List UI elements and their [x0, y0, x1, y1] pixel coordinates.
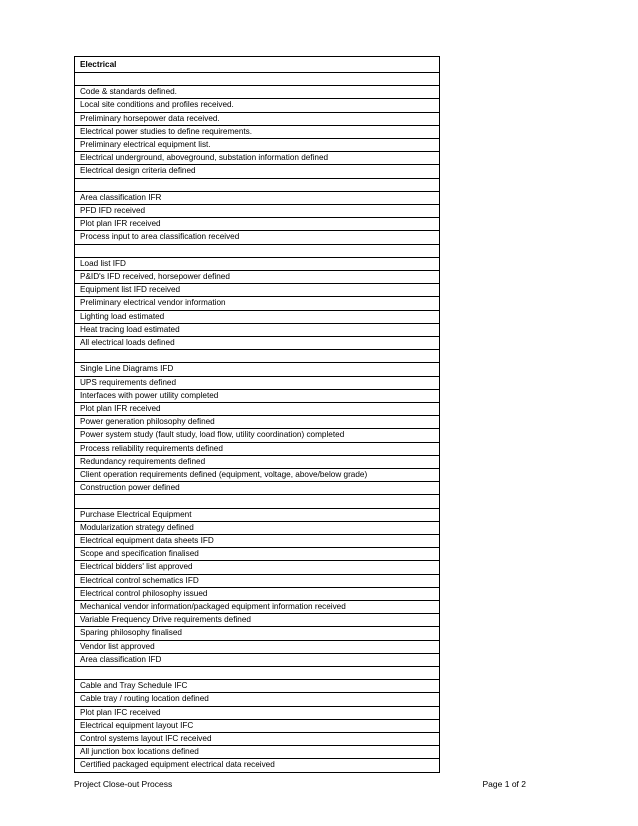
checklist-row [75, 706, 440, 719]
checklist-row [75, 218, 440, 231]
checklist-row [75, 535, 440, 548]
checklist-item: Process reliability requirements defined [75, 442, 440, 455]
checklist-row [75, 165, 440, 178]
checklist-item: Plot plan IFR received [75, 218, 440, 231]
checklist-item [75, 350, 440, 363]
checklist-row [75, 376, 440, 389]
checklist-item: Mechanical vendor information/packaged equipment information received [75, 601, 440, 614]
checklist-item: Process input to area classification received [75, 231, 440, 244]
checklist-row [75, 191, 440, 204]
footer-document-title: Project Close-out Process [74, 779, 173, 789]
blank-row [75, 350, 440, 363]
checklist-row [75, 521, 440, 534]
checklist-row [75, 152, 440, 165]
checklist-row [75, 561, 440, 574]
blank-row [75, 73, 440, 86]
checklist-row [75, 86, 440, 99]
checklist-row [75, 601, 440, 614]
checklist-item: Electrical underground, aboveground, substation information defined [75, 152, 440, 165]
checklist-item: Electrical control philosophy issued [75, 587, 440, 600]
checklist-item: Load list IFD [75, 257, 440, 270]
checklist-row [75, 297, 440, 310]
checklist-item: Plot plan IFR received [75, 403, 440, 416]
blank-row [75, 495, 440, 508]
checklist-item: Electrical design criteria defined [75, 165, 440, 178]
checklist-row [75, 442, 440, 455]
blank-row [75, 244, 440, 257]
checklist-item: Single Line Diagrams IFD [75, 363, 440, 376]
checklist-item: Electrical equipment data sheets IFD [75, 535, 440, 548]
checklist-row [75, 139, 440, 152]
electrical-checklist-table [74, 56, 440, 773]
checklist-item: Power system study (fault study, load flow, utility coordination) completed [75, 429, 440, 442]
checklist-item: Client operation requirements defined (equipment, voltage, above/below grade) [75, 469, 440, 482]
checklist-item: Modularization strategy defined [75, 521, 440, 534]
checklist-item: UPS requirements defined [75, 376, 440, 389]
checklist-row [75, 310, 440, 323]
checklist-item: Cable and Tray Schedule IFC [75, 680, 440, 693]
footer-page-number: Page 1 of 2 [482, 779, 526, 789]
checklist-item: Interfaces with power utility completed [75, 389, 440, 402]
checklist-row [75, 653, 440, 666]
checklist-item [75, 495, 440, 508]
checklist-row [75, 587, 440, 600]
checklist-row [75, 99, 440, 112]
checklist-row [75, 205, 440, 218]
checklist-row [75, 482, 440, 495]
checklist-item: PFD IFD received [75, 205, 440, 218]
checklist-row [75, 363, 440, 376]
checklist-row [75, 257, 440, 270]
checklist-item [75, 73, 440, 86]
checklist-body [75, 57, 440, 773]
section-title: Electrical [75, 57, 440, 73]
checklist-row [75, 640, 440, 653]
checklist-item: Redundancy requirements defined [75, 455, 440, 468]
blank-row [75, 667, 440, 680]
checklist-item: Electrical control schematics IFD [75, 574, 440, 587]
checklist-item: Control systems layout IFC received [75, 733, 440, 746]
checklist-row [75, 323, 440, 336]
checklist-item: All junction box locations defined [75, 746, 440, 759]
checklist-item: Electrical bidders' list approved [75, 561, 440, 574]
checklist-item: All electrical loads defined [75, 337, 440, 350]
checklist-item: Local site conditions and profiles received. [75, 99, 440, 112]
checklist-row [75, 759, 440, 772]
checklist-row [75, 231, 440, 244]
checklist-row [75, 389, 440, 402]
checklist-row [75, 508, 440, 521]
checklist-row [75, 680, 440, 693]
checklist-item: Certified packaged equipment electrical data received [75, 759, 440, 772]
checklist-row [75, 416, 440, 429]
checklist-item: Preliminary electrical equipment list. [75, 139, 440, 152]
checklist-item: Area classification IFR [75, 191, 440, 204]
checklist-row [75, 455, 440, 468]
checklist-item: Electrical power studies to define requirements. [75, 125, 440, 138]
checklist-item: Variable Frequency Drive requirements defined [75, 614, 440, 627]
checklist-item [75, 244, 440, 257]
section-heading-row [75, 57, 440, 73]
checklist-item: Lighting load estimated [75, 310, 440, 323]
checklist-item: Construction power defined [75, 482, 440, 495]
checklist-item: Cable tray / routing location defined [75, 693, 440, 706]
checklist-item [75, 667, 440, 680]
checklist-item: Electrical equipment layout IFC [75, 719, 440, 732]
checklist-item: Preliminary electrical vendor information [75, 297, 440, 310]
checklist-row [75, 627, 440, 640]
checklist-row [75, 284, 440, 297]
checklist-row [75, 548, 440, 561]
checklist-item: Vendor list approved [75, 640, 440, 653]
checklist-item: Area classification IFD [75, 653, 440, 666]
checklist-row [75, 733, 440, 746]
checklist-item: Preliminary horsepower data received. [75, 112, 440, 125]
checklist-row [75, 719, 440, 732]
checklist-row [75, 469, 440, 482]
checklist-row [75, 112, 440, 125]
checklist-row [75, 337, 440, 350]
checklist-item: Plot plan IFC received [75, 706, 440, 719]
checklist-row [75, 403, 440, 416]
blank-row [75, 178, 440, 191]
checklist-row [75, 614, 440, 627]
checklist-row [75, 429, 440, 442]
checklist-row [75, 693, 440, 706]
checklist-item: Power generation philosophy defined [75, 416, 440, 429]
checklist-item: Equipment list IFD received [75, 284, 440, 297]
checklist-item: P&ID's IFD received, horsepower defined [75, 271, 440, 284]
checklist-item: Purchase Electrical Equipment [75, 508, 440, 521]
checklist-row [75, 271, 440, 284]
checklist-item: Code & standards defined. [75, 86, 440, 99]
checklist-row [75, 125, 440, 138]
checklist-item [75, 178, 440, 191]
checklist-item: Heat tracing load estimated [75, 323, 440, 336]
checklist-row [75, 746, 440, 759]
checklist-row [75, 574, 440, 587]
checklist-item: Scope and specification finalised [75, 548, 440, 561]
checklist-item: Sparing philosophy finalised [75, 627, 440, 640]
